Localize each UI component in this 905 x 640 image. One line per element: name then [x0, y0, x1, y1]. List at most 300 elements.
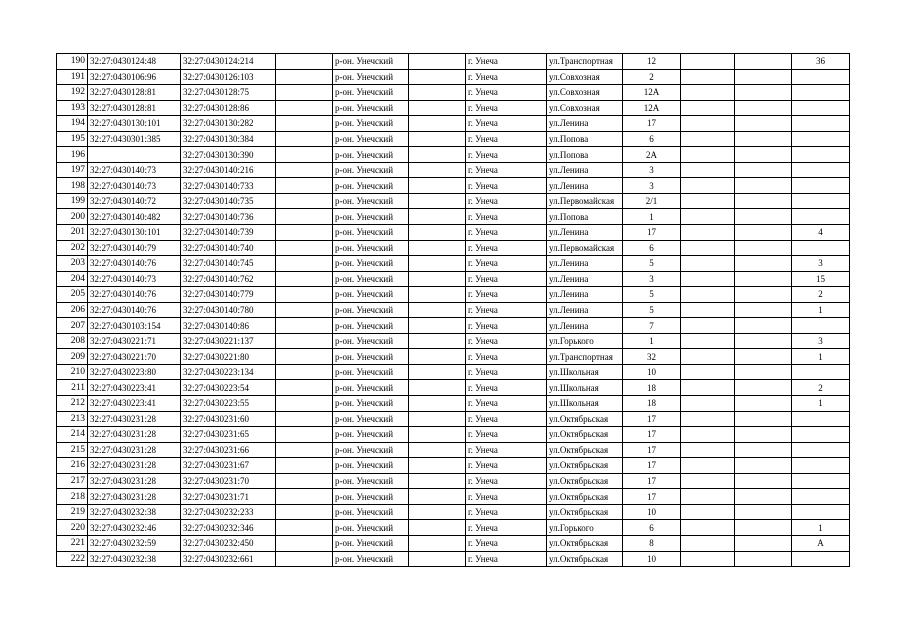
- district-cell: р-он. Унечский: [333, 69, 409, 85]
- street-cell: ул.Школьная: [547, 396, 623, 412]
- empty-cell: [409, 85, 466, 101]
- table-row: [57, 349, 850, 365]
- house-number-cell: 17: [623, 427, 681, 443]
- empty-cell: [409, 427, 466, 443]
- empty-cell: [276, 535, 333, 551]
- empty-cell: [276, 162, 333, 178]
- table-row: [57, 162, 850, 178]
- empty-cell: [681, 473, 735, 489]
- house-number-cell: 17: [623, 411, 681, 427]
- house-number-cell: 17: [623, 225, 681, 241]
- empty-cell: [735, 551, 792, 567]
- row-number-cell: 191: [57, 69, 88, 85]
- empty-cell: [409, 442, 466, 458]
- empty-cell: [276, 225, 333, 241]
- cadastral-number-cell: 32:27:0430140:76: [88, 302, 181, 318]
- apartment-number-cell: А: [792, 535, 850, 551]
- empty-cell: [409, 380, 466, 396]
- city-cell: г. Унеча: [466, 287, 547, 303]
- empty-cell: [276, 193, 333, 209]
- district-cell: р-он. Унечский: [333, 116, 409, 132]
- street-cell: ул.Ленина: [547, 178, 623, 194]
- row-number-cell: 220: [57, 520, 88, 536]
- object-cadastral-number-cell: 32:27:0430232:661: [181, 551, 276, 567]
- city-cell: г. Унеча: [466, 193, 547, 209]
- district-cell: р-он. Унечский: [333, 178, 409, 194]
- empty-cell: [409, 473, 466, 489]
- street-cell: ул.Октябрьская: [547, 504, 623, 520]
- empty-cell: [276, 147, 333, 163]
- empty-cell: [735, 162, 792, 178]
- apartment-number-cell: [792, 411, 850, 427]
- empty-cell: [681, 318, 735, 334]
- table-row: [57, 178, 850, 194]
- empty-cell: [735, 85, 792, 101]
- object-cadastral-number-cell: 32:27:0430232:233: [181, 504, 276, 520]
- empty-cell: [735, 302, 792, 318]
- street-cell: ул.Школьная: [547, 364, 623, 380]
- object-cadastral-number-cell: 32:27:0430140:739: [181, 225, 276, 241]
- apartment-number-cell: [792, 100, 850, 116]
- empty-cell: [409, 209, 466, 225]
- cadastral-number-cell: 32:27:0430103:154: [88, 318, 181, 334]
- empty-cell: [276, 364, 333, 380]
- object-cadastral-number-cell: 32:27:0430126:103: [181, 69, 276, 85]
- empty-cell: [409, 349, 466, 365]
- cadastral-number-cell: 32:27:0430140:76: [88, 287, 181, 303]
- district-cell: р-он. Унечский: [333, 256, 409, 272]
- object-cadastral-number-cell: 32:27:0430130:384: [181, 131, 276, 147]
- district-cell: р-он. Унечский: [333, 225, 409, 241]
- street-cell: ул.Горького: [547, 520, 623, 536]
- empty-cell: [276, 302, 333, 318]
- empty-cell: [735, 504, 792, 520]
- apartment-number-cell: 4: [792, 225, 850, 241]
- empty-cell: [681, 85, 735, 101]
- house-number-cell: 12А: [623, 85, 681, 101]
- object-cadastral-number-cell: 32:27:0430140:736: [181, 209, 276, 225]
- empty-cell: [409, 225, 466, 241]
- row-number-cell: 213: [57, 411, 88, 427]
- row-number-cell: 211: [57, 380, 88, 396]
- city-cell: г. Унеча: [466, 209, 547, 225]
- city-cell: г. Унеча: [466, 364, 547, 380]
- empty-cell: [735, 380, 792, 396]
- object-cadastral-number-cell: 32:27:0430221:137: [181, 333, 276, 349]
- empty-cell: [681, 302, 735, 318]
- cadastral-number-cell: [88, 147, 181, 163]
- street-cell: ул.Ленина: [547, 162, 623, 178]
- city-cell: г. Унеча: [466, 442, 547, 458]
- street-cell: ул.Ленина: [547, 271, 623, 287]
- empty-cell: [681, 162, 735, 178]
- street-cell: ул.Совхозная: [547, 85, 623, 101]
- empty-cell: [681, 551, 735, 567]
- house-number-cell: 18: [623, 380, 681, 396]
- district-cell: р-он. Унечский: [333, 131, 409, 147]
- row-number-cell: 216: [57, 458, 88, 474]
- empty-cell: [735, 178, 792, 194]
- cadastral-number-cell: 32:27:0430140:482: [88, 209, 181, 225]
- cadastral-number-cell: 32:27:0430130:101: [88, 225, 181, 241]
- row-number-cell: 217: [57, 473, 88, 489]
- empty-cell: [276, 473, 333, 489]
- empty-cell: [681, 116, 735, 132]
- city-cell: г. Унеча: [466, 458, 547, 474]
- district-cell: р-он. Унечский: [333, 54, 409, 70]
- house-number-cell: 5: [623, 302, 681, 318]
- house-number-cell: 6: [623, 520, 681, 536]
- cadastral-number-cell: 32:27:0430223:41: [88, 396, 181, 412]
- house-number-cell: 7: [623, 318, 681, 334]
- district-cell: р-он. Унечский: [333, 489, 409, 505]
- empty-cell: [735, 271, 792, 287]
- empty-cell: [681, 271, 735, 287]
- house-number-cell: 12А: [623, 100, 681, 116]
- apartment-number-cell: [792, 178, 850, 194]
- house-number-cell: 17: [623, 473, 681, 489]
- street-cell: ул.Школьная: [547, 380, 623, 396]
- empty-cell: [276, 54, 333, 70]
- apartment-number-cell: [792, 458, 850, 474]
- row-number-cell: 208: [57, 333, 88, 349]
- registry-table: [56, 53, 850, 567]
- district-cell: р-он. Унечский: [333, 209, 409, 225]
- city-cell: г. Унеча: [466, 256, 547, 272]
- street-cell: ул.Первомайская: [547, 193, 623, 209]
- empty-cell: [409, 411, 466, 427]
- empty-cell: [276, 442, 333, 458]
- city-cell: г. Унеча: [466, 473, 547, 489]
- district-cell: р-он. Унечский: [333, 287, 409, 303]
- apartment-number-cell: [792, 162, 850, 178]
- row-number-cell: 195: [57, 131, 88, 147]
- row-number-cell: 212: [57, 396, 88, 412]
- district-cell: р-он. Унечский: [333, 364, 409, 380]
- empty-cell: [276, 85, 333, 101]
- table-row: [57, 240, 850, 256]
- empty-cell: [735, 100, 792, 116]
- cadastral-number-cell: 32:27:0430223:41: [88, 380, 181, 396]
- row-number-cell: 205: [57, 287, 88, 303]
- table-row: [57, 54, 850, 70]
- table-row: [57, 318, 850, 334]
- district-cell: р-он. Унечский: [333, 551, 409, 567]
- empty-cell: [409, 302, 466, 318]
- house-number-cell: 17: [623, 442, 681, 458]
- table-row: [57, 209, 850, 225]
- object-cadastral-number-cell: 32:27:0430223:55: [181, 396, 276, 412]
- empty-cell: [276, 209, 333, 225]
- empty-cell: [276, 271, 333, 287]
- empty-cell: [681, 209, 735, 225]
- object-cadastral-number-cell: 32:27:0430140:733: [181, 178, 276, 194]
- empty-cell: [409, 162, 466, 178]
- row-number-cell: 202: [57, 240, 88, 256]
- object-cadastral-number-cell: 32:27:0430140:740: [181, 240, 276, 256]
- city-cell: г. Унеча: [466, 302, 547, 318]
- object-cadastral-number-cell: 32:27:0430223:54: [181, 380, 276, 396]
- empty-cell: [735, 458, 792, 474]
- table-row: [57, 380, 850, 396]
- row-number-cell: 221: [57, 535, 88, 551]
- house-number-cell: 17: [623, 489, 681, 505]
- empty-cell: [409, 551, 466, 567]
- apartment-number-cell: [792, 131, 850, 147]
- object-cadastral-number-cell: 32:27:0430130:390: [181, 147, 276, 163]
- empty-cell: [681, 520, 735, 536]
- empty-cell: [735, 349, 792, 365]
- empty-cell: [681, 458, 735, 474]
- table-row: [57, 396, 850, 412]
- empty-cell: [681, 333, 735, 349]
- object-cadastral-number-cell: 32:27:0430231:70: [181, 473, 276, 489]
- district-cell: р-он. Унечский: [333, 520, 409, 536]
- cadastral-number-cell: 32:27:0430231:28: [88, 411, 181, 427]
- cadastral-number-cell: 32:27:0430231:28: [88, 489, 181, 505]
- cadastral-number-cell: 32:27:0430221:71: [88, 333, 181, 349]
- table-row: [57, 427, 850, 443]
- street-cell: ул.Октябрьская: [547, 551, 623, 567]
- apartment-number-cell: 1: [792, 302, 850, 318]
- empty-cell: [409, 520, 466, 536]
- empty-cell: [276, 349, 333, 365]
- empty-cell: [735, 54, 792, 70]
- empty-cell: [681, 442, 735, 458]
- district-cell: р-он. Унечский: [333, 271, 409, 287]
- object-cadastral-number-cell: 32:27:0430140:216: [181, 162, 276, 178]
- empty-cell: [735, 411, 792, 427]
- empty-cell: [735, 131, 792, 147]
- object-cadastral-number-cell: 32:27:0430140:735: [181, 193, 276, 209]
- empty-cell: [409, 504, 466, 520]
- apartment-number-cell: [792, 193, 850, 209]
- empty-cell: [681, 193, 735, 209]
- district-cell: р-он. Унечский: [333, 458, 409, 474]
- object-cadastral-number-cell: 32:27:0430130:282: [181, 116, 276, 132]
- cadastral-number-cell: 32:27:0430223:80: [88, 364, 181, 380]
- table-row: [57, 116, 850, 132]
- district-cell: р-он. Унечский: [333, 147, 409, 163]
- empty-cell: [735, 256, 792, 272]
- object-cadastral-number-cell: 32:27:0430124:214: [181, 54, 276, 70]
- empty-cell: [681, 287, 735, 303]
- street-cell: ул.Ленина: [547, 287, 623, 303]
- house-number-cell: 2/1: [623, 193, 681, 209]
- empty-cell: [276, 69, 333, 85]
- empty-cell: [681, 380, 735, 396]
- empty-cell: [681, 349, 735, 365]
- city-cell: г. Унеча: [466, 85, 547, 101]
- empty-cell: [681, 535, 735, 551]
- row-number-cell: 222: [57, 551, 88, 567]
- empty-cell: [409, 54, 466, 70]
- object-cadastral-number-cell: 32:27:0430231:66: [181, 442, 276, 458]
- empty-cell: [276, 396, 333, 412]
- house-number-cell: 5: [623, 287, 681, 303]
- row-number-cell: 199: [57, 193, 88, 209]
- empty-cell: [276, 504, 333, 520]
- cadastral-number-cell: 32:27:0430221:70: [88, 349, 181, 365]
- empty-cell: [409, 287, 466, 303]
- empty-cell: [276, 427, 333, 443]
- row-number-cell: 204: [57, 271, 88, 287]
- table-row: [57, 85, 850, 101]
- house-number-cell: 1: [623, 333, 681, 349]
- apartment-number-cell: [792, 240, 850, 256]
- table-row: [57, 489, 850, 505]
- district-cell: р-он. Унечский: [333, 427, 409, 443]
- house-number-cell: 3: [623, 271, 681, 287]
- empty-cell: [409, 100, 466, 116]
- cadastral-number-cell: 32:27:0430232:38: [88, 551, 181, 567]
- empty-cell: [276, 318, 333, 334]
- object-cadastral-number-cell: 32:27:0430221:80: [181, 349, 276, 365]
- row-number-cell: 194: [57, 116, 88, 132]
- district-cell: р-он. Унечский: [333, 504, 409, 520]
- row-number-cell: 201: [57, 225, 88, 241]
- empty-cell: [409, 240, 466, 256]
- empty-cell: [735, 287, 792, 303]
- cadastral-number-cell: 32:27:0430301:385: [88, 131, 181, 147]
- empty-cell: [735, 318, 792, 334]
- object-cadastral-number-cell: 32:27:0430232:450: [181, 535, 276, 551]
- district-cell: р-он. Унечский: [333, 349, 409, 365]
- empty-cell: [681, 100, 735, 116]
- empty-cell: [681, 364, 735, 380]
- street-cell: ул.Транспортная: [547, 54, 623, 70]
- object-cadastral-number-cell: 32:27:0430140:745: [181, 256, 276, 272]
- city-cell: г. Унеча: [466, 520, 547, 536]
- object-cadastral-number-cell: 32:27:0430140:779: [181, 287, 276, 303]
- street-cell: ул.Транспортная: [547, 349, 623, 365]
- empty-cell: [276, 116, 333, 132]
- city-cell: г. Унеча: [466, 411, 547, 427]
- table-row: [57, 333, 850, 349]
- district-cell: р-он. Унечский: [333, 442, 409, 458]
- street-cell: ул.Октябрьская: [547, 535, 623, 551]
- empty-cell: [409, 364, 466, 380]
- empty-cell: [681, 411, 735, 427]
- street-cell: ул.Октябрьская: [547, 442, 623, 458]
- row-number-cell: 198: [57, 178, 88, 194]
- house-number-cell: 3: [623, 178, 681, 194]
- city-cell: г. Унеча: [466, 240, 547, 256]
- street-cell: ул.Совхозная: [547, 69, 623, 85]
- object-cadastral-number-cell: 32:27:0430231:67: [181, 458, 276, 474]
- cadastral-number-cell: 32:27:0430232:46: [88, 520, 181, 536]
- empty-cell: [681, 225, 735, 241]
- empty-cell: [409, 147, 466, 163]
- empty-cell: [735, 473, 792, 489]
- table-row: [57, 256, 850, 272]
- street-cell: ул.Ленина: [547, 318, 623, 334]
- district-cell: р-он. Унечский: [333, 85, 409, 101]
- street-cell: ул.Горького: [547, 333, 623, 349]
- empty-cell: [735, 489, 792, 505]
- empty-cell: [409, 396, 466, 412]
- empty-cell: [681, 54, 735, 70]
- row-number-cell: 214: [57, 427, 88, 443]
- house-number-cell: 10: [623, 504, 681, 520]
- empty-cell: [735, 147, 792, 163]
- empty-cell: [735, 427, 792, 443]
- empty-cell: [735, 535, 792, 551]
- table-row: [57, 100, 850, 116]
- house-number-cell: 2: [623, 69, 681, 85]
- row-number-cell: 219: [57, 504, 88, 520]
- row-number-cell: 210: [57, 364, 88, 380]
- apartment-number-cell: [792, 85, 850, 101]
- empty-cell: [276, 520, 333, 536]
- apartment-number-cell: [792, 427, 850, 443]
- object-cadastral-number-cell: 32:27:0430231:65: [181, 427, 276, 443]
- empty-cell: [276, 100, 333, 116]
- cadastral-number-cell: 32:27:0430140:76: [88, 256, 181, 272]
- cadastral-number-cell: 32:27:0430232:38: [88, 504, 181, 520]
- apartment-number-cell: 1: [792, 349, 850, 365]
- table-row: [57, 225, 850, 241]
- street-cell: ул.Попова: [547, 209, 623, 225]
- district-cell: р-он. Унечский: [333, 318, 409, 334]
- house-number-cell: 17: [623, 458, 681, 474]
- city-cell: г. Унеча: [466, 333, 547, 349]
- district-cell: р-он. Унечский: [333, 411, 409, 427]
- table-row: [57, 442, 850, 458]
- object-cadastral-number-cell: 32:27:0430140:780: [181, 302, 276, 318]
- apartment-number-cell: [792, 209, 850, 225]
- street-cell: ул.Ленина: [547, 256, 623, 272]
- city-cell: г. Унеча: [466, 54, 547, 70]
- empty-cell: [409, 333, 466, 349]
- row-number-cell: 197: [57, 162, 88, 178]
- empty-cell: [276, 458, 333, 474]
- district-cell: р-он. Унечский: [333, 333, 409, 349]
- street-cell: ул.Первомайская: [547, 240, 623, 256]
- row-number-cell: 192: [57, 85, 88, 101]
- district-cell: р-он. Унечский: [333, 193, 409, 209]
- apartment-number-cell: 15: [792, 271, 850, 287]
- apartment-number-cell: 2: [792, 380, 850, 396]
- street-cell: ул.Октябрьская: [547, 489, 623, 505]
- cadastral-number-cell: 32:27:0430128:81: [88, 100, 181, 116]
- table-row: [57, 193, 850, 209]
- street-cell: ул.Октябрьская: [547, 427, 623, 443]
- cadastral-number-cell: 32:27:0430140:73: [88, 162, 181, 178]
- district-cell: р-он. Унечский: [333, 302, 409, 318]
- house-number-cell: 6: [623, 131, 681, 147]
- city-cell: г. Унеча: [466, 318, 547, 334]
- empty-cell: [735, 396, 792, 412]
- empty-cell: [409, 131, 466, 147]
- cadastral-number-cell: 32:27:0430231:28: [88, 458, 181, 474]
- table-row: [57, 520, 850, 536]
- object-cadastral-number-cell: 32:27:0430140:762: [181, 271, 276, 287]
- apartment-number-cell: [792, 489, 850, 505]
- empty-cell: [681, 240, 735, 256]
- table-row: [57, 147, 850, 163]
- city-cell: г. Унеча: [466, 380, 547, 396]
- cadastral-number-cell: 32:27:0430128:81: [88, 85, 181, 101]
- object-cadastral-number-cell: 32:27:0430231:60: [181, 411, 276, 427]
- street-cell: ул.Совхозная: [547, 100, 623, 116]
- apartment-number-cell: [792, 69, 850, 85]
- cadastral-number-cell: 32:27:0430231:28: [88, 427, 181, 443]
- table-row: [57, 551, 850, 567]
- empty-cell: [409, 256, 466, 272]
- row-number-cell: 206: [57, 302, 88, 318]
- city-cell: г. Унеча: [466, 225, 547, 241]
